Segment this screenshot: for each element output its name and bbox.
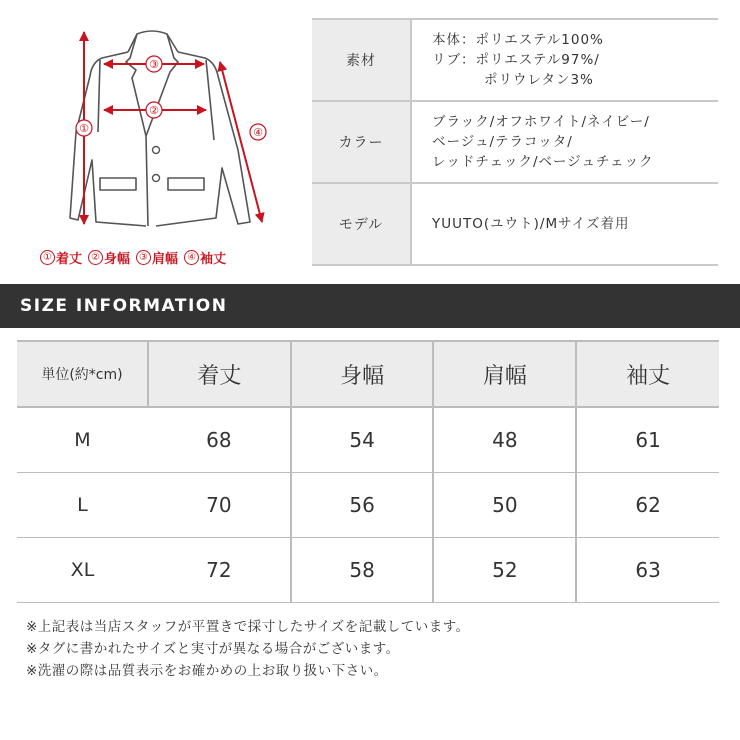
table-cell: 72 <box>148 537 291 602</box>
table-cell: 68 <box>148 407 291 472</box>
size-label: M <box>17 407 148 472</box>
info-value: ブラック/オフホワイト/ネイビー/ ベージュ/テラコッタ/ レッドチェック/ベージュチェック <box>432 114 654 170</box>
column-header-sleeve: 袖丈 <box>576 341 719 407</box>
table-row <box>17 472 719 537</box>
legend-item-shoulder: ③ 肩幅 <box>136 248 178 267</box>
legend-item-length: ① 着丈 <box>40 248 82 267</box>
measurement-arrows <box>84 32 262 224</box>
marker-2: ② <box>149 104 159 117</box>
unit-label: 単位(約*cm) <box>17 341 148 407</box>
note-line: ※タグに書かれたサイズと実寸が異なる場合がございます。 <box>26 641 400 657</box>
button-icon <box>153 147 160 154</box>
table-cell: 62 <box>576 472 719 537</box>
table-row <box>17 407 719 472</box>
size-information-banner: SIZE INFORMATION <box>0 284 740 328</box>
size-table-header <box>17 341 719 407</box>
size-notes <box>26 616 470 682</box>
info-label: モデル <box>312 184 412 264</box>
column-header-length: 着丈 <box>148 341 291 407</box>
table-cell: 70 <box>148 472 291 537</box>
button-icon <box>153 175 160 182</box>
info-label: 素材 <box>312 20 412 100</box>
legend-item-sleeve: ④ 袖丈 <box>184 248 226 267</box>
measurement-legend <box>40 248 280 267</box>
info-row-material <box>312 20 718 102</box>
product-info-table <box>312 18 718 266</box>
jacket-measurement-diagram <box>0 0 300 280</box>
table-cell: 56 <box>291 472 434 537</box>
legend-item-width: ② 身幅 <box>88 248 130 267</box>
size-label: L <box>17 472 148 537</box>
table-cell: 61 <box>576 407 719 472</box>
info-row-model <box>312 184 718 266</box>
column-header-width: 身幅 <box>291 341 434 407</box>
marker-1: ① <box>79 122 89 135</box>
table-cell: 63 <box>576 537 719 602</box>
table-cell: 50 <box>433 472 576 537</box>
marker-4: ④ <box>253 126 263 139</box>
info-label: カラー <box>312 102 412 182</box>
info-row-color <box>312 102 718 184</box>
marker-3: ③ <box>149 58 159 71</box>
info-value: YUUTO(ユウト)/Mサイズ着用 <box>432 216 630 232</box>
sleeve-arrow <box>220 62 262 222</box>
note-line: ※上記表は当店スタッフが平置きで採寸したサイズを記載しています。 <box>26 619 470 635</box>
jacket-illustration <box>0 0 300 280</box>
size-label: XL <box>17 537 148 602</box>
table-cell: 54 <box>291 407 434 472</box>
table-row <box>17 537 719 602</box>
column-header-shoulder: 肩幅 <box>433 341 576 407</box>
table-cell: 52 <box>433 537 576 602</box>
table-cell: 48 <box>433 407 576 472</box>
note-line: ※洗濯の際は品質表示をお確かめの上お取り扱い下さい。 <box>26 663 388 679</box>
table-cell: 58 <box>291 537 434 602</box>
size-table <box>17 340 719 603</box>
info-value: 本体：ポリエステル100% リブ：ポリエステル97%/ ポリウレタン3% <box>432 32 604 88</box>
